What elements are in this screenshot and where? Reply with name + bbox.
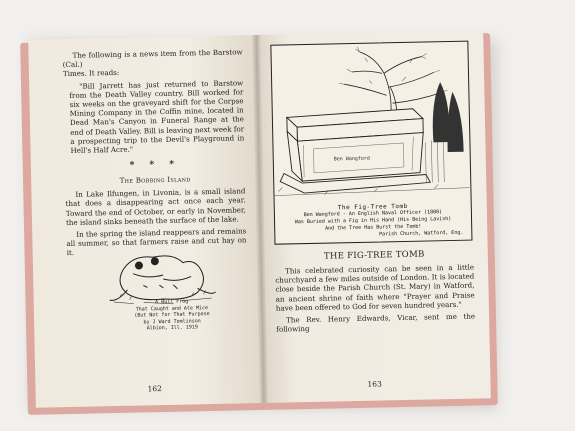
tomb-inscription: Ben Wangford [333,155,370,163]
illustration-caption-line: Was Buried with a Fig in His Hand (His Being Lavish) [294,215,452,226]
separator: * * * [129,159,181,171]
illustration-caption-line: And the Tree Has Burst the Tomb! [324,223,422,232]
intro-line-2: Times. It reads: [62,68,120,79]
left-page-number: 162 [147,384,162,394]
right-page-number: 163 [367,379,382,389]
open-book [28,30,491,407]
frog-caption [122,298,223,333]
illustration-caption [275,202,472,241]
intro-line-1: The following is a news item from the Barstow (Cal.) [62,47,243,70]
fig-tree-tomb-illustration [270,41,472,245]
article-paragraph-1: This celebrated curiosity can be seen in a little churchyard a few miles outside of London. It is located close beside the Parish Church (St. Mary) in Watford, an ancient shrine of faith where "Prayer and Praise have been offered to God for seven hundred years." [275,262,475,313]
frog-caption-line: A Bull Frog [155,298,189,306]
frog-caption-line: (But Not for That Purpose [134,311,210,319]
section-title: The Bobbing Island [119,175,191,186]
illustration-caption-line: Ben Wangford - An English Naval Officer (1800) [303,209,443,219]
article-paragraph-2: The Rev. Henry Edwards, Vicar, sent me the following [276,311,476,334]
illustration-caption-title: The Fig-Tree Tomb [337,202,408,212]
right-page [256,30,491,403]
frog-caption-line: Albion, Ill. 1919 [146,324,198,332]
article-title: THE FIG-TREE TOMB [323,249,425,262]
frog-caption-line: That Caught and Ate Mice [135,304,209,313]
tomb-drawing [271,42,469,204]
island-paragraph-1: In Lake Ilfungen, in Livonia, is a small island that does a disappearing act once each year. Toward the end of October, or early in November, the island sinks beneath the surface of the lake. [65,186,246,227]
island-paragraph-2: In the spring the island reappears and remains all summer, so that farmers raise and cut hay on it. [66,226,247,258]
left-page [28,35,264,408]
news-quote: "Bill Jarrett has just returned to Barstow from the Death Valley country. Bill worked for six weeks on the graveyard shift for the Corpse Mining Company in the Coffin mine, located in Dead Man's Canyon in Funeral Range at the end of Death Valley. Bill is leaving next week for a prospecting trip to the Devil's Playground in Hell's Half Acre." [69,77,245,155]
frog-caption-line: by J Ward Tomlinson [143,317,201,325]
illustration-caption-location: Parish Church, Watford, Eng. [378,229,464,238]
